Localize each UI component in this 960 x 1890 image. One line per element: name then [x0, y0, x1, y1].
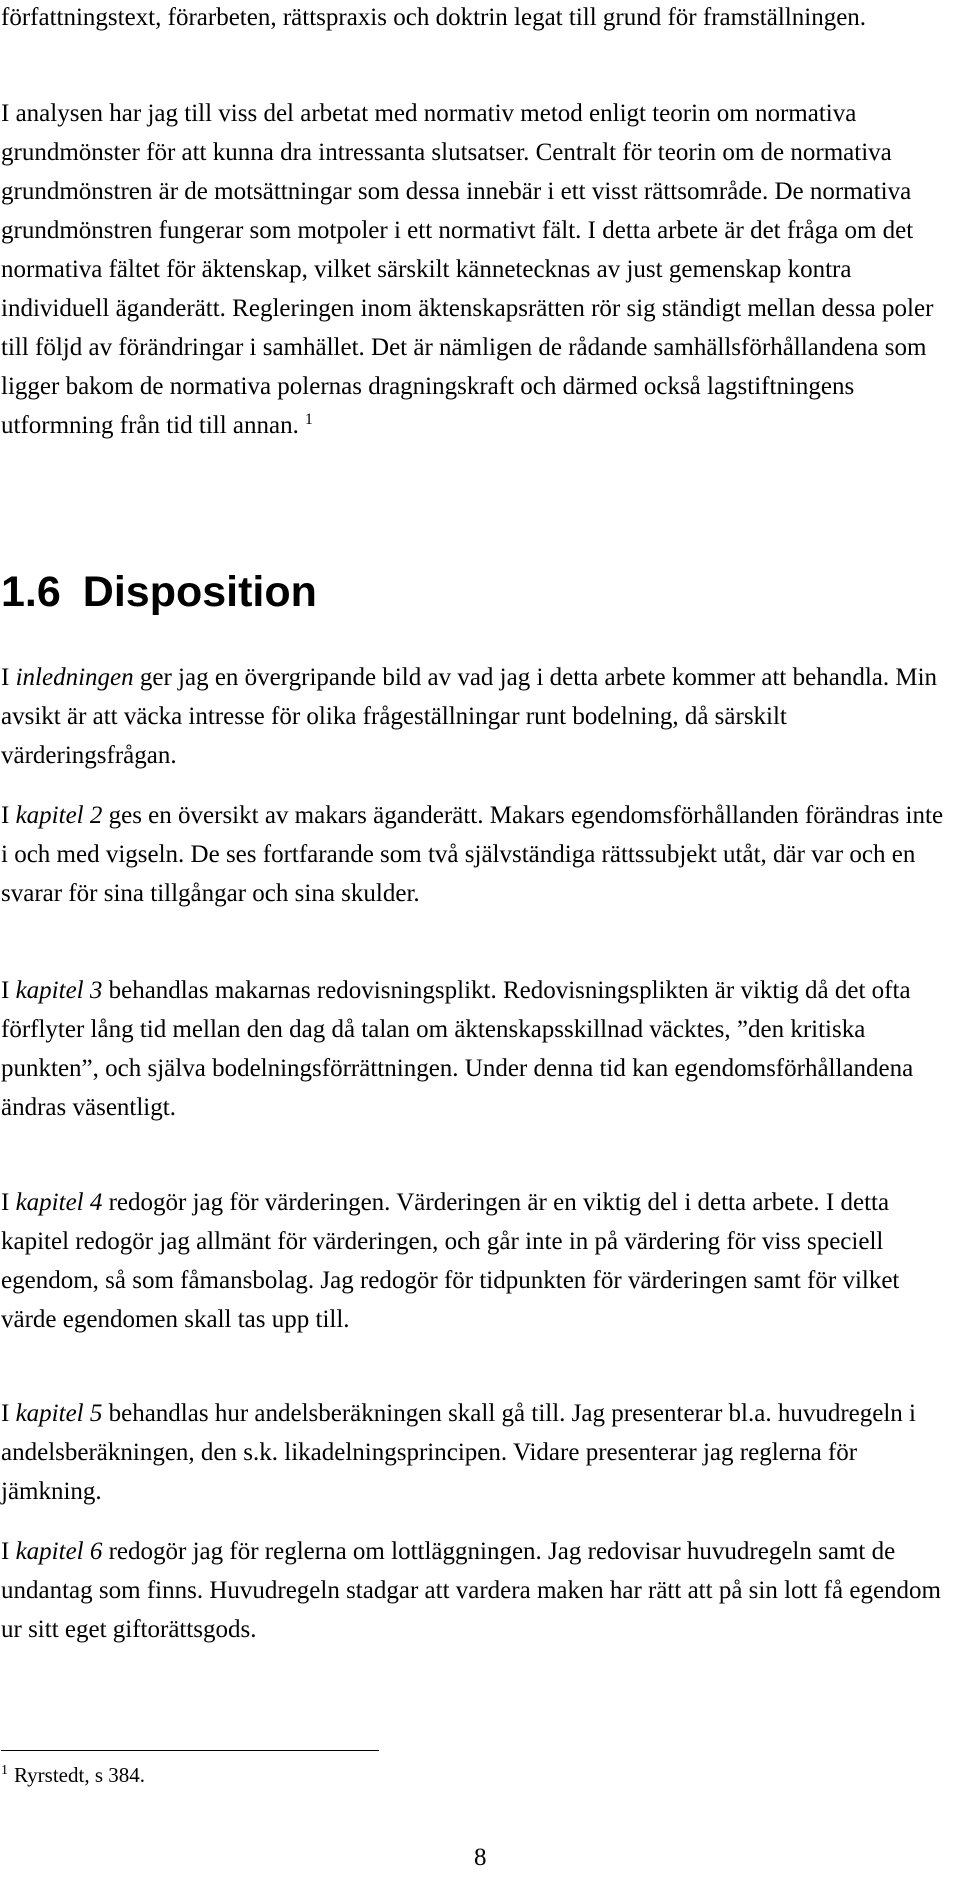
text-line: tidpunkten för värderingen samt för vilket värde egendomen skall tas upp	[1, 1267, 900, 1333]
text-line-content: ger jag en övergripande bild av vad jag i detta arbete kommer	[133, 664, 756, 691]
text-line: mellan dessa poler till följd av förändringar i samhället. Det är nämligen de	[1, 295, 934, 361]
text-line: ändras väsentligt.	[1, 1094, 176, 1121]
text-line: normativa grundmönster för att kunna dra intressanta slutsatser. Centralt för	[1, 100, 857, 166]
text-line	[1, 977, 734, 1004]
text-line: Vidare presenterar jag reglerna för jämkning.	[1, 1439, 858, 1505]
disposition-paragraph-introduction	[1, 658, 946, 775]
section-number: 1.6	[1, 568, 61, 616]
section-title: Disposition	[82, 568, 317, 616]
text-line	[1, 802, 565, 829]
chapter-reference: kapitel 2	[15, 802, 103, 829]
text-line: framställningen.	[702, 4, 867, 31]
disposition-paragraph-chapter-3	[1, 971, 946, 1127]
lead-text: I	[1, 1400, 16, 1427]
chapter-reference: kapitel 4	[15, 1189, 103, 1216]
text-line: fältet för äktenskap, vilket särskilt kännetecknas av just gemenskap kontra	[108, 256, 852, 283]
text-line: bl.a. huvudregeln i andelsberäkningen, den s.k. likadelningsprincipen.	[1, 1400, 916, 1466]
text-line: I analysen har jag till viss del arbetat med normativ metod enligt teorin om	[1, 100, 749, 127]
text-line: värdering för viss speciell egendom, så som fåmansbolag. Jag redogör för	[1, 1228, 884, 1294]
text-line-content: redogör jag för värderingen. Värderingen är en viktig del i detta	[102, 1189, 747, 1216]
text-line: huvudregeln samt de undantag som finns. Huvudregeln stadgar att vardera	[1, 1538, 896, 1604]
text-line-content: annan.	[232, 412, 299, 439]
text-line-content: ges en översikt av makars äganderätt. Makars	[102, 802, 565, 829]
lead-text: I	[1, 977, 16, 1004]
text-line: egendomsförhållanden förändras inte i och med vigseln. De ses fortfarande	[1, 802, 944, 868]
chapter-reference: kapitel 3	[15, 977, 103, 1004]
chapter-reference: kapitel 5	[15, 1400, 103, 1427]
lead-text: I	[1, 1538, 16, 1565]
chapter-reference: inledningen	[15, 664, 134, 691]
intro-paragraph	[1, 0, 946, 37]
disposition-paragraph-chapter-5	[1, 1394, 946, 1511]
page-number: 8	[474, 1844, 487, 1871]
text-line	[233, 412, 313, 439]
text-line	[1, 1400, 722, 1427]
footnote-text: Ryrstedt, s 384.	[14, 1763, 145, 1787]
text-line-content: behandlas hur andelsberäkningen skall gå till. Jag presenterar	[102, 1400, 723, 1427]
text-line: bodelning, då särskilt värderingsfrågan.	[1, 703, 787, 769]
footnote-number: 1	[1, 1763, 8, 1778]
text-line: arbete. I detta kapitel redogör jag allmänt för värderingen, och går inte in på	[1, 1189, 890, 1255]
text-line: att behandla. Min avsikt är att väcka intresse för olika frågeställningar runt	[1, 664, 938, 730]
text-line: tillgångar och sina skulder.	[150, 880, 420, 907]
text-line: äktenskapsskillnad väcktes, ”den kritiska punkten”, och själva	[1, 1016, 866, 1082]
text-line: motpoler i ett normativt fält. I detta arbete är det fråga om det normativa	[1, 217, 914, 283]
lead-text: I	[1, 664, 16, 691]
lead-text: I	[1, 802, 16, 829]
text-line: bodelningsförrättningen. Under denna tid kan egendomsförhållandena	[212, 1055, 914, 1082]
text-line: individuell äganderätt. Regleringen inom äktenskapsrätten rör sig ständigt	[1, 295, 742, 322]
chapter-reference: kapitel 6	[15, 1538, 103, 1565]
text-line: som två självständiga rättssubjekt utåt, där var och en svarar för sina	[1, 841, 916, 907]
text-line	[1, 1189, 746, 1216]
text-line: teorin om de normativa grundmönstren är de motsättningar som dessa	[1, 139, 892, 205]
text-line	[1, 1538, 681, 1565]
disposition-paragraph-chapter-6	[1, 1532, 946, 1649]
section-heading	[1, 566, 317, 618]
text-line: till.	[315, 1306, 350, 1333]
footnote-reference[interactable]: 1	[304, 411, 313, 428]
text-line: rådande samhällsförhållandena som ligger bakom de normativa polernas	[1, 334, 927, 400]
disposition-paragraph-chapter-2	[1, 796, 946, 913]
text-line: maken har rätt att på sin lott få egendom ur sitt eget giftorättsgods.	[1, 1577, 941, 1643]
lead-text: I	[1, 1189, 16, 1216]
footnote-separator	[1, 1750, 379, 1751]
text-line: viktig då det ofta förflyter lång tid mellan den dag då talan om	[1, 977, 911, 1043]
text-line-content: redogör jag för reglerna om lottläggningen. Jag redovisar	[102, 1538, 681, 1565]
footnote	[1, 1762, 145, 1788]
text-line: dragningskraft och därmed också lagstiftningens utformning från tid till	[1, 373, 855, 439]
text-line	[1, 664, 755, 691]
text-line-content: behandlas makarnas redovisningsplikt. Redovisningsplikten är	[102, 977, 735, 1004]
analysis-paragraph	[1, 94, 946, 445]
text-line: författningstext, förarbeten, rättspraxis och doktrin legat till grund för	[1, 4, 697, 31]
disposition-paragraph-chapter-4	[1, 1183, 946, 1339]
text-line: innebär i ett visst rättsområde. De normativa grundmönstren fungerar som	[1, 178, 912, 244]
